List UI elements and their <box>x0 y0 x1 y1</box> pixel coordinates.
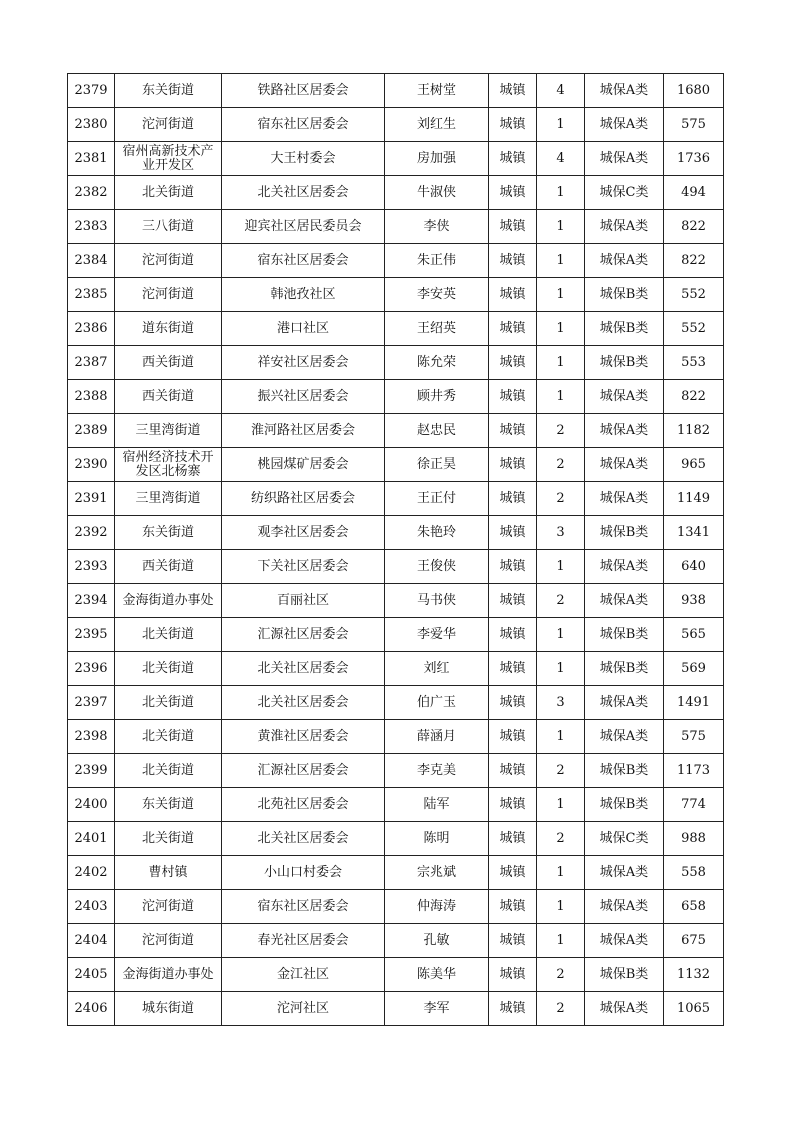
table-row <box>68 244 724 278</box>
area-type-cell: 城镇 <box>489 142 537 176</box>
category-cell: 城保B类 <box>585 652 664 686</box>
category-cell: 城保A类 <box>585 720 664 754</box>
area-type-cell: 城镇 <box>489 822 537 856</box>
household-count-cell: 4 <box>537 74 585 108</box>
name-cell: 陈允荣 <box>385 346 489 380</box>
area-type-cell: 城镇 <box>489 584 537 618</box>
category-cell: 城保A类 <box>585 142 664 176</box>
row-number: 2395 <box>68 618 115 652</box>
name-cell: 宗兆斌 <box>385 856 489 890</box>
amount-cell: 1491 <box>664 686 724 720</box>
name-cell: 薛涵月 <box>385 720 489 754</box>
table-body <box>68 74 724 1026</box>
amount-cell: 965 <box>664 448 724 482</box>
street-cell: 沱河街道 <box>115 278 222 312</box>
row-number: 2392 <box>68 516 115 550</box>
row-number: 2404 <box>68 924 115 958</box>
row-number: 2398 <box>68 720 115 754</box>
community-cell: 汇源社区居委会 <box>222 754 385 788</box>
household-count-cell: 2 <box>537 754 585 788</box>
amount-cell: 552 <box>664 312 724 346</box>
household-count-cell: 1 <box>537 380 585 414</box>
category-cell: 城保A类 <box>585 924 664 958</box>
category-cell: 城保A类 <box>585 482 664 516</box>
category-cell: 城保B类 <box>585 346 664 380</box>
table-row <box>68 856 724 890</box>
row-number: 2390 <box>68 448 115 482</box>
assistance-roster-table <box>67 73 724 1026</box>
table-row <box>68 924 724 958</box>
row-number: 2405 <box>68 958 115 992</box>
name-cell: 房加强 <box>385 142 489 176</box>
name-cell: 仲海涛 <box>385 890 489 924</box>
name-cell: 朱正伟 <box>385 244 489 278</box>
category-cell: 城保A类 <box>585 550 664 584</box>
row-number: 2387 <box>68 346 115 380</box>
street-cell: 西关街道 <box>115 380 222 414</box>
area-type-cell: 城镇 <box>489 652 537 686</box>
category-cell: 城保A类 <box>585 890 664 924</box>
community-cell: 宿东社区居委会 <box>222 890 385 924</box>
amount-cell: 1149 <box>664 482 724 516</box>
street-cell: 北关街道 <box>115 720 222 754</box>
table-row <box>68 720 724 754</box>
area-type-cell: 城镇 <box>489 380 537 414</box>
table-row <box>68 380 724 414</box>
community-cell: 金江社区 <box>222 958 385 992</box>
household-count-cell: 1 <box>537 278 585 312</box>
table-row <box>68 482 724 516</box>
category-cell: 城保C类 <box>585 822 664 856</box>
amount-cell: 1341 <box>664 516 724 550</box>
category-cell: 城保A类 <box>585 448 664 482</box>
category-cell: 城保A类 <box>585 380 664 414</box>
name-cell: 马书侠 <box>385 584 489 618</box>
row-number: 2401 <box>68 822 115 856</box>
household-count-cell: 3 <box>537 516 585 550</box>
area-type-cell: 城镇 <box>489 482 537 516</box>
household-count-cell: 1 <box>537 788 585 822</box>
area-type-cell: 城镇 <box>489 720 537 754</box>
category-cell: 城保A类 <box>585 108 664 142</box>
row-number: 2379 <box>68 74 115 108</box>
street-cell: 北关街道 <box>115 618 222 652</box>
row-number: 2399 <box>68 754 115 788</box>
street-cell: 道东街道 <box>115 312 222 346</box>
area-type-cell: 城镇 <box>489 414 537 448</box>
name-cell: 陆军 <box>385 788 489 822</box>
table-row <box>68 618 724 652</box>
category-cell: 城保B类 <box>585 754 664 788</box>
name-cell: 刘红 <box>385 652 489 686</box>
amount-cell: 558 <box>664 856 724 890</box>
household-count-cell: 1 <box>537 312 585 346</box>
category-cell: 城保A类 <box>585 992 664 1026</box>
name-cell: 陈明 <box>385 822 489 856</box>
row-number: 2394 <box>68 584 115 618</box>
name-cell: 孔敏 <box>385 924 489 958</box>
name-cell: 李军 <box>385 992 489 1026</box>
area-type-cell: 城镇 <box>489 516 537 550</box>
community-cell: 迎宾社区居民委员会 <box>222 210 385 244</box>
area-type-cell: 城镇 <box>489 924 537 958</box>
street-cell: 沱河街道 <box>115 244 222 278</box>
category-cell: 城保A类 <box>585 74 664 108</box>
table-row <box>68 890 724 924</box>
table-row <box>68 448 724 482</box>
row-number: 2382 <box>68 176 115 210</box>
row-number: 2381 <box>68 142 115 176</box>
table-row <box>68 686 724 720</box>
street-cell: 宿州高新技术产业开发区 <box>115 142 222 176</box>
household-count-cell: 2 <box>537 482 585 516</box>
table-row <box>68 516 724 550</box>
community-cell: 观李社区居委会 <box>222 516 385 550</box>
amount-cell: 1736 <box>664 142 724 176</box>
table-row <box>68 652 724 686</box>
table-row <box>68 346 724 380</box>
name-cell: 李安英 <box>385 278 489 312</box>
amount-cell: 822 <box>664 210 724 244</box>
area-type-cell: 城镇 <box>489 346 537 380</box>
row-number: 2402 <box>68 856 115 890</box>
community-cell: 港口社区 <box>222 312 385 346</box>
street-cell: 沱河街道 <box>115 108 222 142</box>
area-type-cell: 城镇 <box>489 754 537 788</box>
household-count-cell: 1 <box>537 244 585 278</box>
row-number: 2396 <box>68 652 115 686</box>
table-row <box>68 210 724 244</box>
amount-cell: 822 <box>664 380 724 414</box>
amount-cell: 565 <box>664 618 724 652</box>
community-cell: 北关社区居委会 <box>222 176 385 210</box>
street-cell: 西关街道 <box>115 346 222 380</box>
community-cell: 下关社区居委会 <box>222 550 385 584</box>
household-count-cell: 1 <box>537 346 585 380</box>
amount-cell: 938 <box>664 584 724 618</box>
category-cell: 城保A类 <box>585 244 664 278</box>
category-cell: 城保A类 <box>585 856 664 890</box>
amount-cell: 553 <box>664 346 724 380</box>
table-row <box>68 142 724 176</box>
area-type-cell: 城镇 <box>489 992 537 1026</box>
community-cell: 宿东社区居委会 <box>222 244 385 278</box>
row-number: 2388 <box>68 380 115 414</box>
amount-cell: 658 <box>664 890 724 924</box>
street-cell: 东关街道 <box>115 788 222 822</box>
category-cell: 城保A类 <box>585 414 664 448</box>
amount-cell: 569 <box>664 652 724 686</box>
street-cell: 东关街道 <box>115 516 222 550</box>
table-row <box>68 176 724 210</box>
amount-cell: 1680 <box>664 74 724 108</box>
household-count-cell: 1 <box>537 618 585 652</box>
street-cell: 沱河街道 <box>115 890 222 924</box>
name-cell: 陈美华 <box>385 958 489 992</box>
amount-cell: 575 <box>664 720 724 754</box>
name-cell: 王正付 <box>385 482 489 516</box>
name-cell: 赵忠民 <box>385 414 489 448</box>
table-row <box>68 584 724 618</box>
category-cell: 城保C类 <box>585 176 664 210</box>
community-cell: 大王村委会 <box>222 142 385 176</box>
area-type-cell: 城镇 <box>489 74 537 108</box>
community-cell: 纺织路社区居委会 <box>222 482 385 516</box>
street-cell: 金海街道办事处 <box>115 958 222 992</box>
community-cell: 汇源社区居委会 <box>222 618 385 652</box>
area-type-cell: 城镇 <box>489 448 537 482</box>
amount-cell: 1065 <box>664 992 724 1026</box>
table-row <box>68 414 724 448</box>
table-row <box>68 550 724 584</box>
name-cell: 李爱华 <box>385 618 489 652</box>
household-count-cell: 4 <box>537 142 585 176</box>
name-cell: 伯广玉 <box>385 686 489 720</box>
community-cell: 桃园煤矿居委会 <box>222 448 385 482</box>
category-cell: 城保A类 <box>585 686 664 720</box>
amount-cell: 822 <box>664 244 724 278</box>
area-type-cell: 城镇 <box>489 890 537 924</box>
household-count-cell: 2 <box>537 448 585 482</box>
household-count-cell: 1 <box>537 550 585 584</box>
area-type-cell: 城镇 <box>489 958 537 992</box>
category-cell: 城保B类 <box>585 958 664 992</box>
name-cell: 李克美 <box>385 754 489 788</box>
table-row <box>68 74 724 108</box>
community-cell: 宿东社区居委会 <box>222 108 385 142</box>
street-cell: 三里湾街道 <box>115 414 222 448</box>
community-cell: 祥安社区居委会 <box>222 346 385 380</box>
area-type-cell: 城镇 <box>489 312 537 346</box>
area-type-cell: 城镇 <box>489 788 537 822</box>
row-number: 2385 <box>68 278 115 312</box>
row-number: 2380 <box>68 108 115 142</box>
street-cell: 宿州经济技术开发区北杨寨 <box>115 448 222 482</box>
household-count-cell: 1 <box>537 890 585 924</box>
community-cell: 北关社区居委会 <box>222 686 385 720</box>
name-cell: 徐正昊 <box>385 448 489 482</box>
table-row <box>68 992 724 1026</box>
area-type-cell: 城镇 <box>489 618 537 652</box>
community-cell: 北关社区居委会 <box>222 822 385 856</box>
category-cell: 城保B类 <box>585 618 664 652</box>
category-cell: 城保B类 <box>585 516 664 550</box>
community-cell: 铁路社区居委会 <box>222 74 385 108</box>
amount-cell: 675 <box>664 924 724 958</box>
amount-cell: 774 <box>664 788 724 822</box>
table-row <box>68 754 724 788</box>
table-row <box>68 108 724 142</box>
amount-cell: 1182 <box>664 414 724 448</box>
amount-cell: 575 <box>664 108 724 142</box>
household-count-cell: 1 <box>537 856 585 890</box>
name-cell: 王俊侠 <box>385 550 489 584</box>
category-cell: 城保A类 <box>585 584 664 618</box>
table-row <box>68 278 724 312</box>
street-cell: 城东街道 <box>115 992 222 1026</box>
row-number: 2384 <box>68 244 115 278</box>
community-cell: 春光社区居委会 <box>222 924 385 958</box>
area-type-cell: 城镇 <box>489 244 537 278</box>
name-cell: 牛淑侠 <box>385 176 489 210</box>
area-type-cell: 城镇 <box>489 210 537 244</box>
community-cell: 黄淮社区居委会 <box>222 720 385 754</box>
household-count-cell: 1 <box>537 924 585 958</box>
household-count-cell: 1 <box>537 108 585 142</box>
amount-cell: 988 <box>664 822 724 856</box>
area-type-cell: 城镇 <box>489 176 537 210</box>
row-number: 2383 <box>68 210 115 244</box>
category-cell: 城保B类 <box>585 312 664 346</box>
community-cell: 北苑社区居委会 <box>222 788 385 822</box>
street-cell: 北关街道 <box>115 754 222 788</box>
amount-cell: 1173 <box>664 754 724 788</box>
area-type-cell: 城镇 <box>489 278 537 312</box>
community-cell: 沱河社区 <box>222 992 385 1026</box>
table-row <box>68 312 724 346</box>
household-count-cell: 2 <box>537 584 585 618</box>
amount-cell: 640 <box>664 550 724 584</box>
household-count-cell: 1 <box>537 720 585 754</box>
street-cell: 北关街道 <box>115 822 222 856</box>
row-number: 2391 <box>68 482 115 516</box>
household-count-cell: 3 <box>537 686 585 720</box>
category-cell: 城保B类 <box>585 278 664 312</box>
area-type-cell: 城镇 <box>489 108 537 142</box>
category-cell: 城保B类 <box>585 788 664 822</box>
street-cell: 三八街道 <box>115 210 222 244</box>
amount-cell: 1132 <box>664 958 724 992</box>
name-cell: 刘红生 <box>385 108 489 142</box>
area-type-cell: 城镇 <box>489 550 537 584</box>
community-cell: 百丽社区 <box>222 584 385 618</box>
household-count-cell: 2 <box>537 822 585 856</box>
table-row <box>68 822 724 856</box>
street-cell: 西关街道 <box>115 550 222 584</box>
street-cell: 北关街道 <box>115 176 222 210</box>
household-count-cell: 1 <box>537 176 585 210</box>
household-count-cell: 1 <box>537 652 585 686</box>
name-cell: 朱艳玲 <box>385 516 489 550</box>
row-number: 2400 <box>68 788 115 822</box>
street-cell: 北关街道 <box>115 652 222 686</box>
table-row <box>68 788 724 822</box>
name-cell: 顾井秀 <box>385 380 489 414</box>
household-count-cell: 2 <box>537 414 585 448</box>
household-count-cell: 2 <box>537 992 585 1026</box>
name-cell: 王绍英 <box>385 312 489 346</box>
community-cell: 振兴社区居委会 <box>222 380 385 414</box>
category-cell: 城保A类 <box>585 210 664 244</box>
name-cell: 李侠 <box>385 210 489 244</box>
area-type-cell: 城镇 <box>489 686 537 720</box>
household-count-cell: 1 <box>537 210 585 244</box>
area-type-cell: 城镇 <box>489 856 537 890</box>
street-cell: 沱河街道 <box>115 924 222 958</box>
row-number: 2389 <box>68 414 115 448</box>
amount-cell: 552 <box>664 278 724 312</box>
community-cell: 韩池孜社区 <box>222 278 385 312</box>
community-cell: 小山口村委会 <box>222 856 385 890</box>
street-cell: 北关街道 <box>115 686 222 720</box>
amount-cell: 494 <box>664 176 724 210</box>
street-cell: 东关街道 <box>115 74 222 108</box>
row-number: 2403 <box>68 890 115 924</box>
household-count-cell: 2 <box>537 958 585 992</box>
street-cell: 三里湾街道 <box>115 482 222 516</box>
table-row <box>68 958 724 992</box>
community-cell: 淮河路社区居委会 <box>222 414 385 448</box>
street-cell: 金海街道办事处 <box>115 584 222 618</box>
row-number: 2393 <box>68 550 115 584</box>
row-number: 2406 <box>68 992 115 1026</box>
street-cell: 曹村镇 <box>115 856 222 890</box>
row-number: 2386 <box>68 312 115 346</box>
community-cell: 北关社区居委会 <box>222 652 385 686</box>
row-number: 2397 <box>68 686 115 720</box>
name-cell: 王树堂 <box>385 74 489 108</box>
